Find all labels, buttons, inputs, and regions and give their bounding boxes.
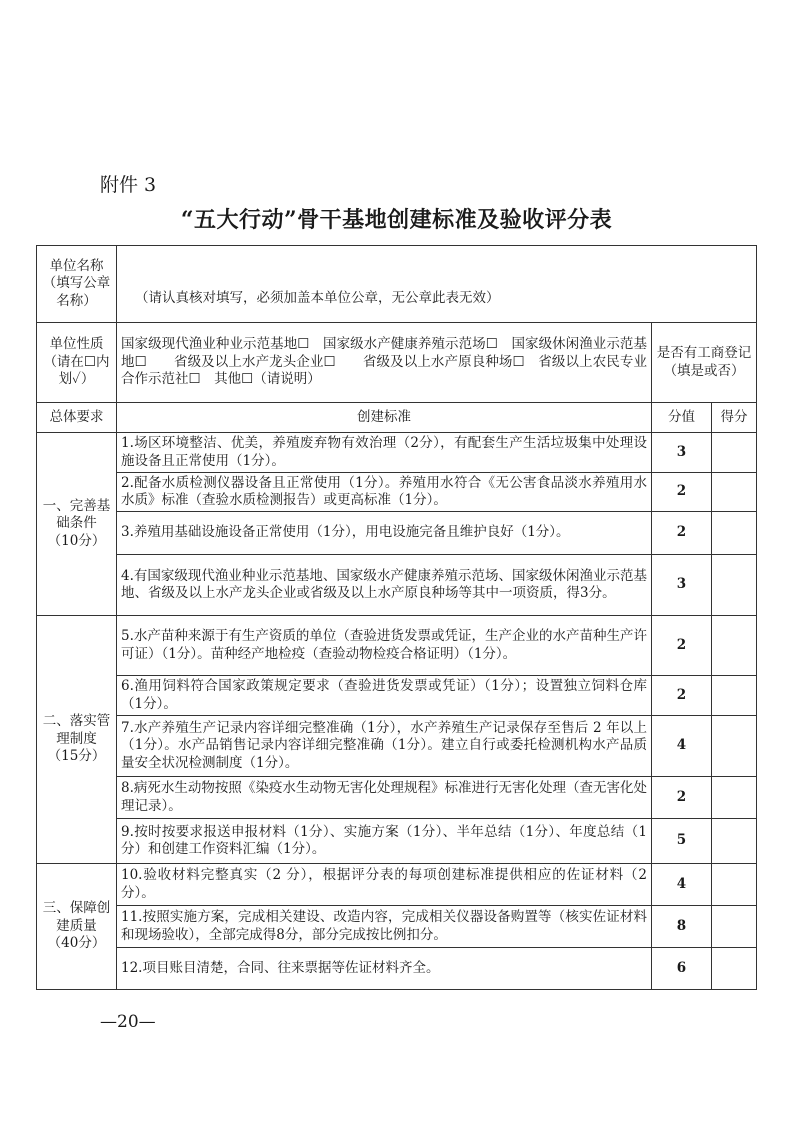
table-row	[37, 948, 757, 990]
page-number: —20—	[100, 1012, 156, 1032]
section-title: 一、完善基础条件（10分）	[37, 433, 117, 616]
table-row	[37, 906, 757, 948]
nature-label: 单位性质（请在☐内划✓）	[37, 323, 117, 403]
score-input-cell[interactable]	[712, 906, 757, 948]
criterion-text: 12.项目账目清楚，合同、往来票据等佐证材料齐全。	[117, 948, 652, 990]
score-input-cell[interactable]	[712, 616, 757, 676]
page-title: “五大行动”骨干基地创建标准及验收评分表	[180, 207, 613, 233]
section-title: 二、落实管理制度（15分）	[37, 616, 117, 864]
criterion-score: 4	[652, 864, 712, 906]
table-row	[37, 555, 757, 616]
criterion-text: 6.渔用饲料符合国家政策规定要求（查验进货发票或凭证）（1分）；设置独立饲料仓库（1分）。	[117, 676, 652, 716]
table-row	[37, 676, 757, 716]
score-input-cell[interactable]	[712, 512, 757, 555]
criterion-score: 4	[652, 716, 712, 777]
criterion-score: 6	[652, 948, 712, 990]
score-input-cell[interactable]	[712, 676, 757, 716]
table-row	[37, 433, 757, 473]
nature-options[interactable]: 国家级现代渔业种业示范基地☐ 国家级水产健康养殖示范场☐ 国家级休闲渔业示范基地☐ 省级及以上水产龙头企业☐ 省级及以上水产原良种场☐ 省级以上农民专业合作示范社☐ 其他☐（请说明）	[117, 323, 652, 403]
criterion-text: 1.场区环境整洁、优美，养殖废弃物有效治理（2分），有配套生产生活垃圾集中处理设施设备且正常使用（1分）。	[117, 433, 652, 473]
score-input-cell[interactable]	[712, 433, 757, 473]
criterion-score: 2	[652, 616, 712, 676]
table-row	[37, 777, 757, 819]
criterion-text: 5.水产苗种来源于有生产资质的单位（查验进货发票或凭证，生产企业的水产苗种生产许可证）（1分）。苗种经产地检疫（查验动物检疫合格证明）（1分）。	[117, 616, 652, 676]
criterion-score: 8	[652, 906, 712, 948]
criterion-text: 3.养殖用基础设施设备正常使用（1分），用电设施完备且维护良好（1分）。	[117, 512, 652, 555]
criterion-score: 2	[652, 512, 712, 555]
criterion-text: 9.按时按要求报送申报材料（1分）、实施方案（1分）、半年总结（1分）、年度总结（1分）和创建工作资料汇编（1分）。	[117, 819, 652, 864]
criterion-score: 2	[652, 777, 712, 819]
score-input-cell[interactable]	[712, 819, 757, 864]
score-input-cell[interactable]	[712, 555, 757, 616]
score-input-cell[interactable]	[712, 716, 757, 777]
score-input-cell[interactable]	[712, 864, 757, 906]
criterion-text: 11.按照实施方案，完成相关建设、改造内容，完成相关仪器设备购置等（核实佐证材料和现场验收），全部完成得8分，部分完成按比例扣分。	[117, 906, 652, 948]
unit-label: 单位名称（填写公章名称）	[37, 246, 117, 323]
criterion-text: 8.病死水生动物按照《染疫水生动物无害化处理规程》标准进行无害化处理（查无害化处理记录）。	[117, 777, 652, 819]
score-table	[36, 245, 757, 990]
score-input-cell[interactable]	[712, 473, 757, 512]
criterion-text: 10.验收材料完整真实（2 分），根据评分表的每项创建标准提供相应的佐证材料（2分）。	[117, 864, 652, 906]
nature-row	[37, 323, 757, 403]
section-title: 三、保障创建质量（40分）	[37, 864, 117, 990]
table-row	[37, 716, 757, 777]
header-standard: 创建标准	[117, 403, 652, 433]
score-input-cell[interactable]	[712, 948, 757, 990]
unit-note: （请认真核对填写，必须加盖本单位公章，无公章此表无效）	[135, 290, 500, 307]
table-row	[37, 512, 757, 555]
criterion-score: 2	[652, 676, 712, 716]
header-row	[37, 403, 757, 433]
header-requirement: 总体要求	[37, 403, 117, 433]
unit-field[interactable]	[117, 246, 757, 323]
criterion-score: 3	[652, 433, 712, 473]
table-row	[37, 616, 757, 676]
criterion-text: 2.配备水质检测仪器设备且正常使用（1分）。养殖用水符合《无公害食品淡水养殖用水水质》标准（查验水质检测报告）或更高标准（1分）。	[117, 473, 652, 512]
criterion-score: 3	[652, 555, 712, 616]
score-input-cell[interactable]	[712, 777, 757, 819]
criterion-text: 4.有国家级现代渔业种业示范基地、国家级水产健康养殖示范场、国家级休闲渔业示范基地、省级及以上水产龙头企业或省级及以上水产原良种场等其中一项资质，得3分。	[117, 555, 652, 616]
criterion-text: 7.水产养殖生产记录内容详细完整准确（1分），水产养殖生产记录保存至售后 2 年以上（1分）。水产品销售记录内容详细完整准确（1分）。建立自行或委托检测机构水产品质量安全状况检测制度（1分）。	[117, 716, 652, 777]
criterion-score: 5	[652, 819, 712, 864]
attachment-label: 附件 3	[100, 174, 157, 196]
criterion-score: 2	[652, 473, 712, 512]
header-score: 分值	[652, 403, 712, 433]
unit-row	[37, 246, 757, 323]
table-row	[37, 864, 757, 906]
registered-label[interactable]: 是否有工商登记（填是或否）	[652, 323, 757, 403]
header-got: 得分	[712, 403, 757, 433]
table-row	[37, 473, 757, 512]
table-row	[37, 819, 757, 864]
